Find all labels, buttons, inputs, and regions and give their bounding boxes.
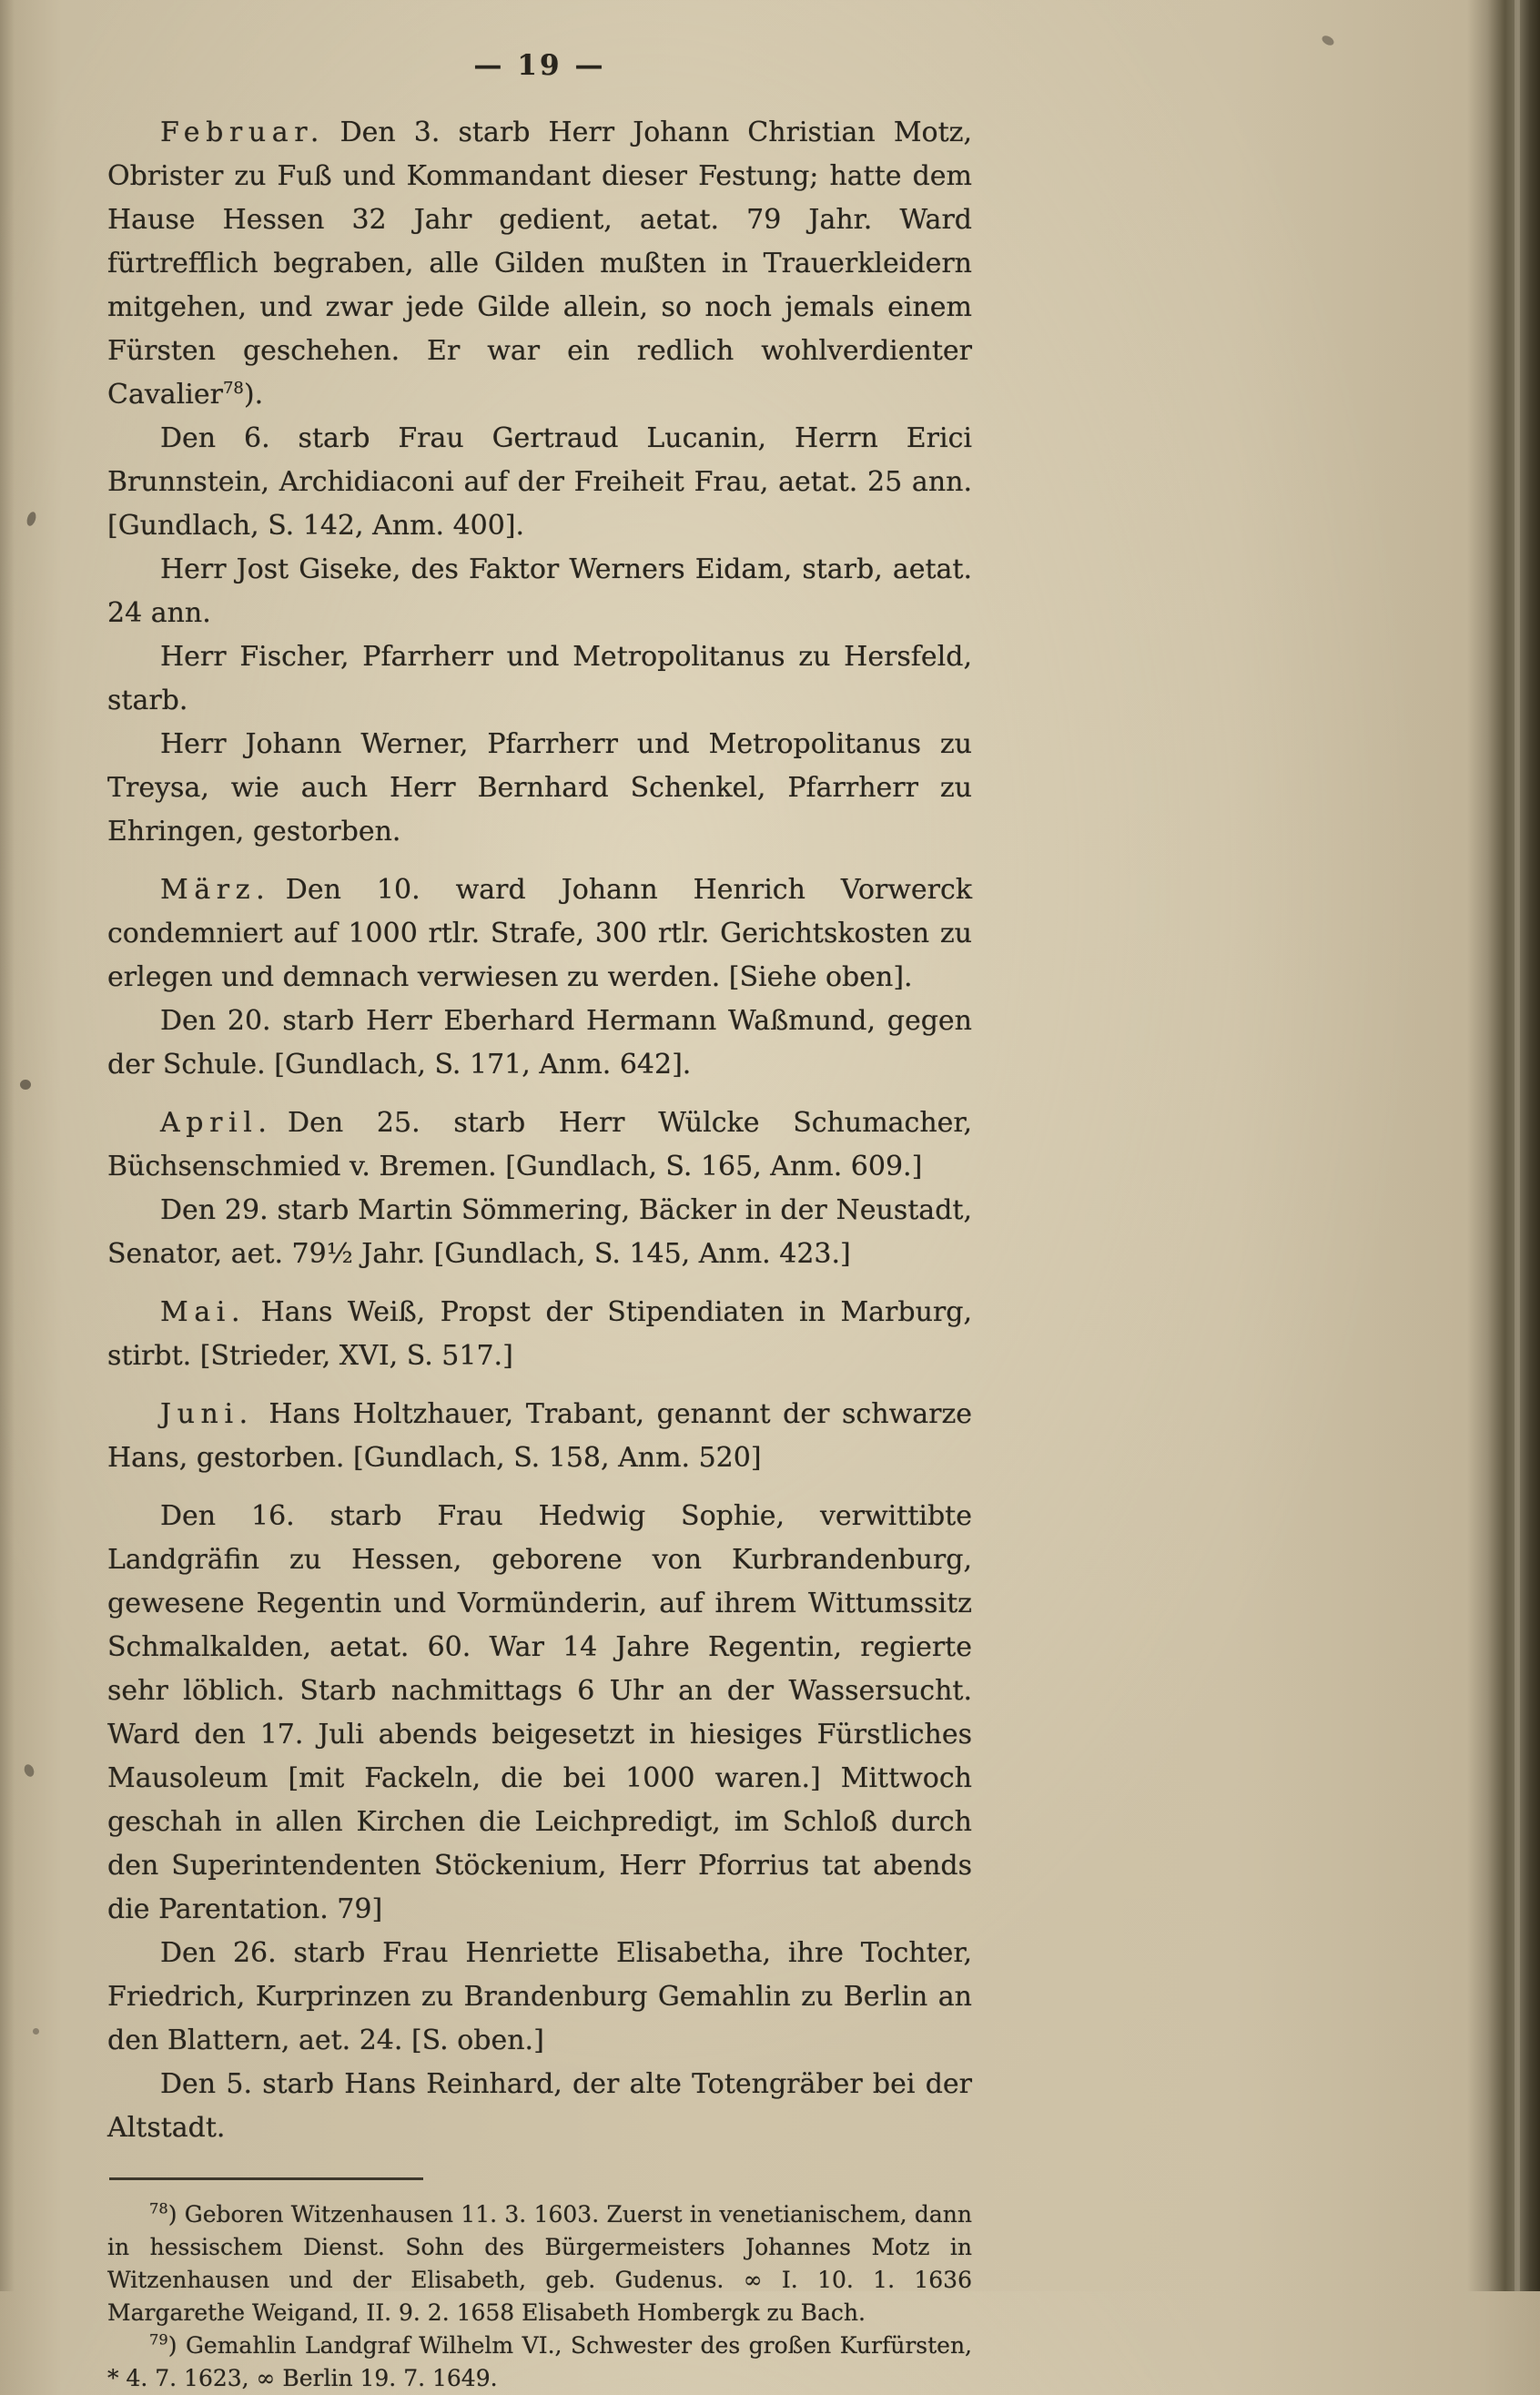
ink-speck	[20, 1080, 31, 1090]
paragraph-text: Den 29. starb Martin Sömmering, Bäcker in der Neustadt, Senator, aet. 79½ Jahr. [Gundlach, S. 145, Anm. 423.]	[107, 1194, 972, 1270]
paragraph	[107, 1932, 972, 2063]
footnote-text: ) Gemahlin Landgraf Wilhelm VI., Schwester des großen Kurfürsten, * 4. 7. 1623, ∞ Berlin 19. 7. 1649.	[107, 2332, 972, 2391]
month-heading-april: April.	[160, 1107, 273, 1139]
book-binding-shadow	[1467, 0, 1540, 2291]
month-heading-juni: Juni.	[160, 1398, 254, 1430]
paragraph-text: Den 6. starb Frau Gertraud Lucanin, Herrn Erici Brunnstein, Archidiaconi auf der Freiheit Frau, aetat. 25 ann. [Gundlach, S. 142, Anm. 400].	[107, 422, 972, 542]
footnote-marker-78: 78	[149, 2199, 168, 2217]
footnote-ref-78: 78	[222, 379, 244, 398]
footnote-marker-79: 79	[149, 2330, 168, 2349]
paragraph-text: Den 3. starb Herr Johann Christian Motz, Obrister zu Fuß und Kommandant dieser Festung; hatte dem Hause Hessen 32 Jahr gedient, aetat. 79 Jahr. Ward fürtrefflich begraben, alle Gilden mußten in Trauerkleidern mitgehen, und zwar jede Gilde allein, so noch jemals einem Fürsten geschehen. Er war ein redlich wohlverdienter Cavalier	[107, 117, 972, 411]
paragraph-tail: ).	[243, 379, 264, 411]
paragraph-mai	[107, 1291, 972, 1378]
paragraph	[107, 635, 972, 723]
paragraph-text: Hans Weiß, Propst der Stipendiaten in Marburg, stirbt. [Strieder, XVI, S. 517.]	[107, 1296, 972, 1372]
paragraph	[107, 723, 972, 854]
paragraph-text: Den 25. starb Herr Wülcke Schumacher, Büchsenschmied v. Bremen. [Gundlach, S. 165, Anm. 609.]	[107, 1107, 972, 1182]
month-heading-mai: Mai.	[160, 1296, 247, 1328]
footnotes-section	[107, 2177, 972, 2395]
text-block	[107, 49, 972, 2395]
paragraph	[107, 1189, 972, 1276]
ink-speck	[23, 1763, 36, 1779]
footnote-text: ) Geboren Witzenhausen 11. 3. 1603. Zuerst in venetianischem, dann in hessischem Dienst. Sohn des Bürgermeisters Johannes Motz in Witzenhausen und der Elisabeth, geb. Gudenus. ∞ I. 10. 1. 1636 Margarethe Weigand, II. 9. 2. 1658 Elisabeth Hombergk zu Bach.	[107, 2201, 972, 2326]
paragraph-juni	[107, 1393, 972, 1480]
paragraph-maerz	[107, 868, 972, 1000]
paragraph-text: Herr Fischer, Pfarrherr und Metropolitanus zu Hersfeld, starb.	[107, 641, 972, 716]
page-left-edge-shadow	[0, 0, 15, 2291]
paragraph-text: Den 16. starb Frau Hedwig Sophie, verwittibte Landgräfin zu Hessen, geborene von Kurbrandenburg, gewesene Regentin und Vormünderin, auf ihrem Wittumssitz Schmalkalden, aetat. 60. War 14 Jahre Regentin, regierte sehr löblich. Starb nachmittags 6 Uhr an der Wassersucht. Ward den 17. Juli abends beigesetzt in hiesiges Fürstliches Mausoleum [mit Fackeln, die bei 1000 waren.] Mittwoch geschah in allen Kirchen die Leichpredigt, im Schloß durch den Superintendenten Stöckenium, Herr Pforrius tat abends die Parentation. 79]	[107, 1500, 972, 1925]
paragraph-text: Den 20. starb Herr Eberhard Hermann Waßmund, gegen der Schule. [Gundlach, S. 171, Anm. 642].	[107, 1005, 972, 1081]
ink-speck	[25, 511, 38, 527]
paragraph-text: Herr Jost Giseke, des Faktor Werners Eidam, starb, aetat. 24 ann.	[107, 553, 972, 629]
paragraph	[107, 548, 972, 635]
month-heading-maerz: März.	[160, 874, 271, 906]
paragraph-april	[107, 1101, 972, 1189]
footnote-78	[107, 2198, 972, 2329]
month-heading-februar: Februar.	[160, 117, 326, 148]
paragraph-februar	[107, 111, 972, 417]
paragraph-text: Den 5. starb Hans Reinhard, der alte Totengräber bei der Altstadt.	[107, 2068, 972, 2144]
paragraph-text: Hans Holtzhauer, Trabant, genannt der schwarze Hans, gestorben. [Gundlach, S. 158, Anm. 520]	[107, 1398, 972, 1474]
page-number: — 19 —	[473, 49, 606, 82]
paragraph-text: Herr Johann Werner, Pfarrherr und Metropolitanus zu Treysa, wie auch Herr Bernhard Schenkel, Pfarrherr zu Ehringen, gestorben.	[107, 728, 972, 847]
footnote-separator	[109, 2177, 423, 2180]
paragraph	[107, 1000, 972, 1087]
page-edge-highlight	[1515, 0, 1520, 2291]
footnote-79	[107, 2329, 972, 2395]
paragraph	[107, 417, 972, 548]
ink-speck	[33, 2028, 39, 2035]
paragraph	[107, 2063, 972, 2150]
paragraph-text: Den 26. starb Frau Henriette Elisabetha, ihre Tochter, Friedrich, Kurprinzen zu Brandenburg Gemahlin zu Berlin an den Blattern, aet. 24. [S. oben.]	[107, 1937, 972, 2056]
paragraph-text: Den 10. ward Johann Henrich Vorwerck condemniert auf 1000 rtlr. Strafe, 300 rtlr. Gerichtskosten zu erlegen und demnach verwiesen zu werden. [Siehe oben].	[107, 874, 972, 993]
paragraph	[107, 1495, 972, 1932]
ink-speck	[1321, 34, 1336, 47]
